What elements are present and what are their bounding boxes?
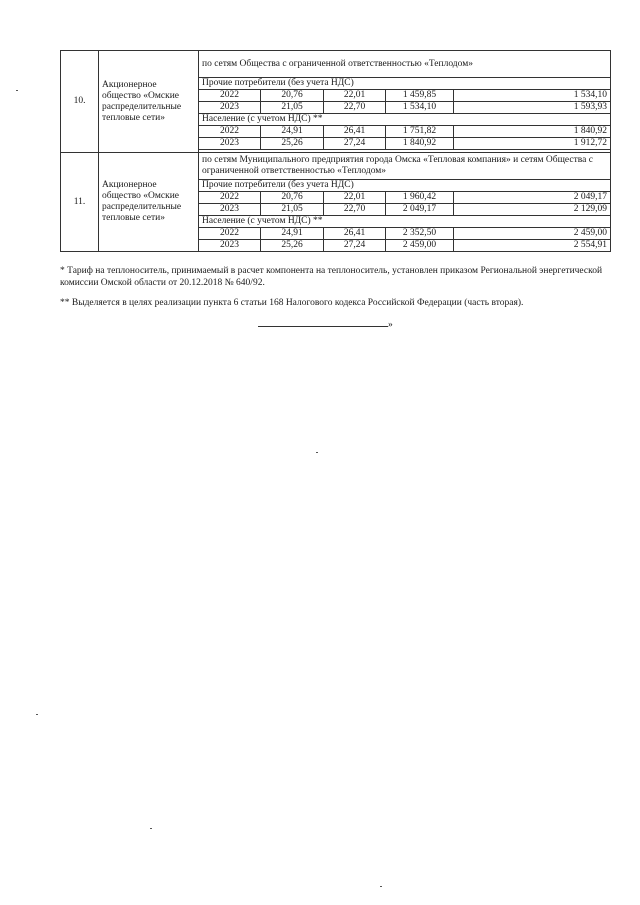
closing-quote: » [388,320,393,330]
footnote-2: ** Выделяется в целях реализации пункта 6 статьи 168 Налогового кодекса Российской Федерации (часть вторая). [60,298,524,308]
row10-group-b-row: 2022 24,91 26,41 1 751,82 1 840,92 [61,126,611,138]
row10-group-b-label: Население (с учетом НДС) ** [199,114,611,126]
closing-line [258,318,393,330]
footnotes [60,265,610,317]
scan-speck [16,90,18,91]
row10-group-a-row: 2023 21,05 22,70 1 534,10 1 593,93 [61,102,611,114]
row11-group-a-row: 2022 20,76 22,01 1 960,42 2 049,17 [61,192,611,204]
scan-speck [316,452,318,453]
row10-group-b-row: 2023 25,26 27,24 1 840,92 1 912,72 [61,138,611,150]
row11-group-a-row: 2023 21,05 22,70 2 049,17 2 129,09 [61,204,611,216]
row11-group-b-label: Население (с учетом НДС) ** [199,216,611,228]
signature-rule [258,318,388,327]
scan-speck [150,828,152,829]
row10-number: 10. [61,51,99,153]
row10-network-desc: по сетям Общества с ограниченной ответственностью «Теплодом» [199,51,611,78]
row11-group-b-row: 2023 25,26 27,24 2 459,00 2 554,91 [61,240,611,252]
row11-network-desc: по сетям Муниципального предприятия города Омска «Тепловая компания» и сетям Общества с ограниченной ответственностью «Теплодом» [199,153,611,180]
footnote-1: * Тариф на теплоноситель, принимаемый в расчет компонента на теплоноситель, установлен приказом Региональной энергетической комиссии Омской области от 20.12.2018 № 640/92. [60,266,603,288]
scan-speck [380,886,382,887]
tariff-table [60,50,611,252]
scan-speck [36,714,38,715]
row11-number: 11. [61,153,99,252]
row11-org: Акционерное общество «Омские распределительные тепловые сети» [99,153,199,252]
row11-group-b-row: 2022 24,91 26,41 2 352,50 2 459,00 [61,228,611,240]
row10-org: Акционерное общество «Омские распределительные тепловые сети» [99,51,199,153]
row11-group-a-label: Прочие потребители (без учета НДС) [199,180,611,192]
row10-group-a-label: Прочие потребители (без учета НДС) [199,78,611,90]
row10-group-a-row: 2022 20,76 22,01 1 459,85 1 534,10 [61,90,611,102]
